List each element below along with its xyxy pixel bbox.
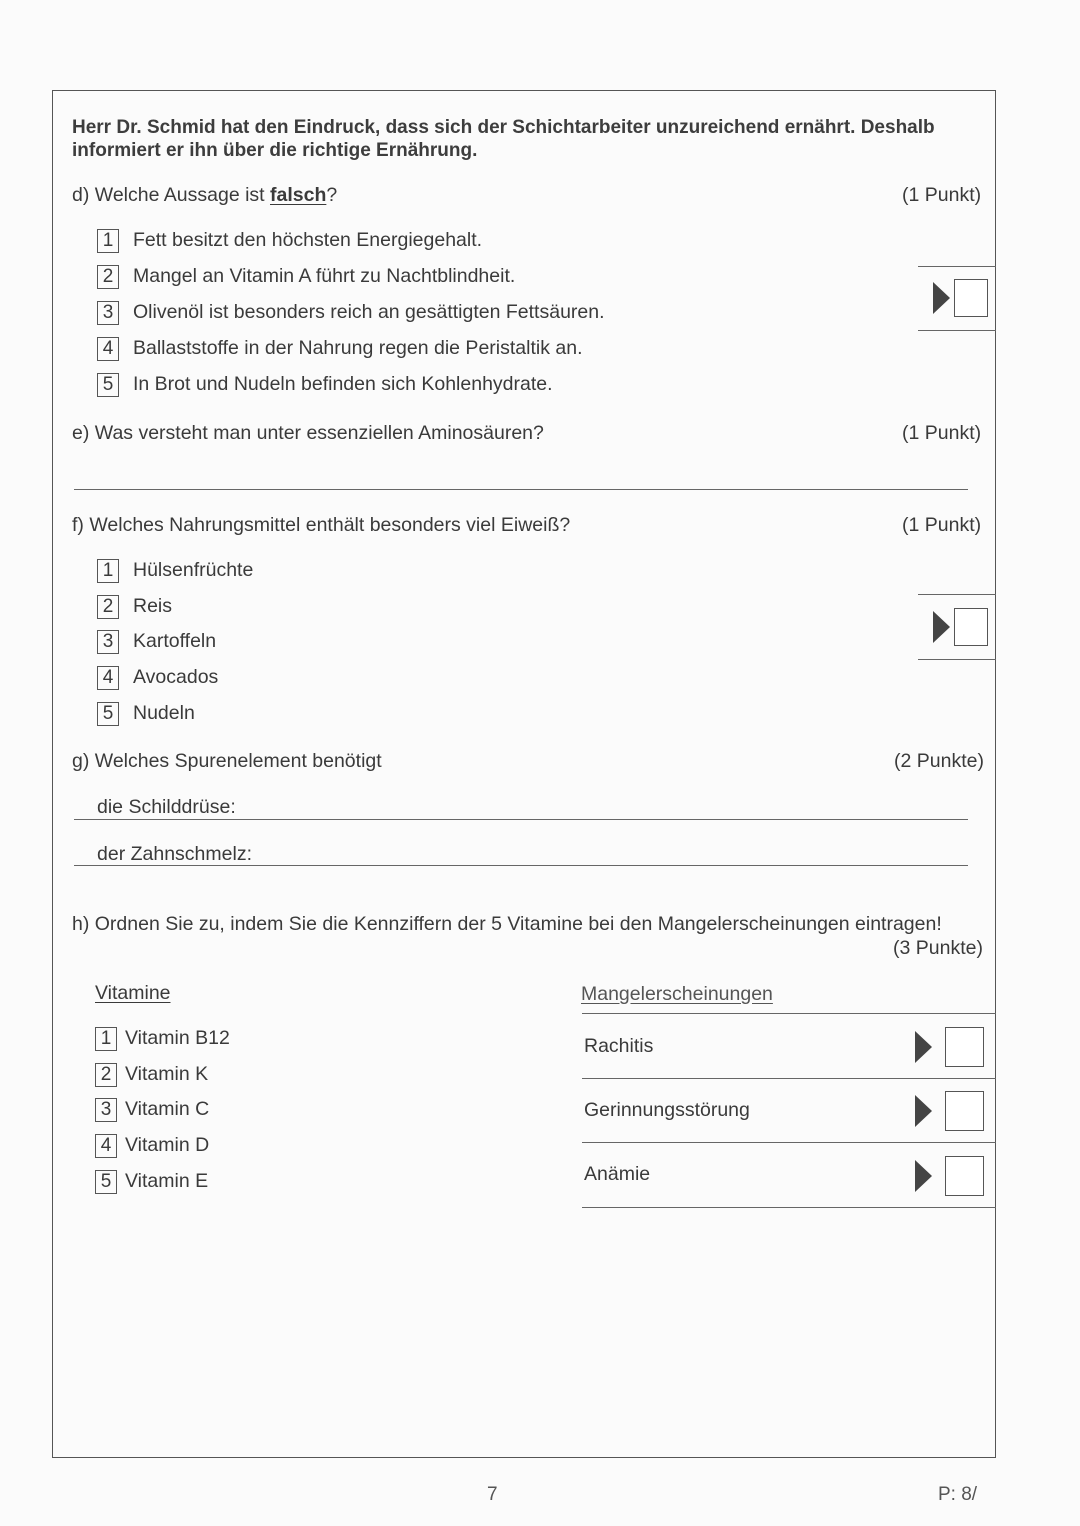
option-text: Fett besitzt den höchsten Energiegehalt. (133, 229, 483, 252)
answer-box-f-bottom-line (918, 659, 996, 660)
question-d-text-end: ? (326, 184, 338, 206)
option-d-5 (97, 373, 553, 397)
vitamin-2 (95, 1063, 208, 1087)
option-text: Reis (133, 595, 173, 618)
deficiency-rachitis: Rachitis (584, 1035, 654, 1057)
vitamin-number: 3 (95, 1098, 117, 1122)
field-label-enamel: der Zahnschmelz: (97, 843, 252, 865)
option-text: Hülsenfrüchte (133, 559, 254, 582)
option-d-1 (97, 229, 482, 253)
option-text: Nudeln (133, 702, 195, 725)
question-g-prefix: g) (72, 750, 90, 772)
deficiency-anemia: Anämie (584, 1163, 651, 1185)
question-e-points: (1 Punkt) (902, 422, 982, 444)
option-number: 1 (97, 559, 119, 583)
option-f-3 (97, 630, 216, 654)
option-text: Mangel an Vitamin A führt zu Nachtblindheit. (133, 265, 516, 288)
vitamin-number: 2 (95, 1063, 117, 1087)
question-g (72, 750, 382, 773)
vitamin-1 (95, 1027, 230, 1051)
column-header-vitamins: Vitamine (95, 982, 171, 1004)
answer-box-anemia[interactable] (945, 1156, 984, 1196)
table-line-bottom (582, 1207, 996, 1208)
arrow-right-icon (915, 1160, 932, 1192)
option-text: In Brot und Nudeln befinden sich Kohlenhydrate. (133, 373, 553, 396)
vitamin-text: Vitamin K (125, 1063, 209, 1086)
option-number: 1 (97, 229, 119, 253)
vitamin-number: 5 (95, 1170, 117, 1194)
table-line (582, 1078, 996, 1079)
question-d-prefix: d) (72, 184, 90, 206)
table-line-top (582, 1013, 996, 1014)
option-d-4 (97, 337, 582, 361)
option-number: 3 (97, 630, 119, 654)
vitamin-text: Vitamin C (125, 1098, 210, 1121)
arrow-right-icon (915, 1031, 932, 1063)
option-number: 5 (97, 702, 119, 726)
question-e-text: Was versteht man unter essenziellen Aminosäuren? (94, 422, 544, 444)
vitamin-3 (95, 1098, 209, 1122)
option-d-2 (97, 265, 515, 289)
vitamin-4 (95, 1134, 209, 1158)
option-number: 2 (97, 595, 119, 619)
intro-line-1: Herr Dr. Schmid hat den Eindruck, dass sich der Schichtarbeiter unzureichend ernährt. Deshalb (72, 117, 935, 138)
vitamin-text: Vitamin D (125, 1134, 210, 1157)
answer-line-enamel[interactable] (74, 865, 968, 866)
intro-line-2: informiert er ihn über die richtige Ernährung. (72, 140, 478, 161)
vitamin-number: 4 (95, 1134, 117, 1158)
question-g-points: (2 Punkte) (894, 750, 984, 772)
vitamin-number: 1 (95, 1027, 117, 1051)
answer-box-coagulation[interactable] (945, 1091, 984, 1131)
arrow-right-icon (915, 1095, 932, 1127)
option-text: Kartoffeln (133, 630, 217, 653)
option-number: 2 (97, 265, 119, 289)
option-number: 4 (97, 337, 119, 361)
vitamin-text: Vitamin E (125, 1170, 209, 1193)
question-h-points: (3 Punkte) (893, 937, 983, 959)
question-f-text: Welches Nahrungsmittel enthält besonders viel Eiweiß? (89, 514, 571, 536)
option-text: Ballaststoffe in der Nahrung regen die Peristaltik an. (133, 337, 583, 360)
question-e-prefix: e) (72, 422, 90, 444)
question-h-prefix: h) (72, 913, 90, 935)
option-number: 5 (97, 373, 119, 397)
question-d (72, 184, 337, 207)
answer-box-d-top-line (918, 266, 996, 267)
column-header-deficiencies: Mangelerscheinungen (581, 983, 773, 1005)
option-text: Olivenöl ist besonders reich an gesättigten Fettsäuren. (133, 301, 605, 324)
arrow-right-icon (933, 611, 950, 643)
option-number: 3 (97, 301, 119, 325)
option-text: Avocados (133, 666, 219, 689)
option-d-3 (97, 301, 605, 325)
page-frame (52, 90, 996, 1458)
deficiency-coagulation: Gerinnungsstörung (584, 1099, 750, 1121)
question-e (72, 422, 544, 445)
question-g-text: Welches Spurenelement benötigt (94, 750, 382, 772)
question-d-points: (1 Punkt) (902, 184, 982, 206)
option-f-5 (97, 702, 195, 726)
answer-box-rachitis[interactable] (945, 1027, 984, 1067)
page-code: P: 8/ (938, 1484, 978, 1505)
option-number: 4 (97, 666, 119, 690)
question-f (72, 514, 570, 537)
answer-box-d[interactable] (954, 279, 988, 317)
option-f-4 (97, 666, 218, 690)
question-d-emphasis: falsch (270, 184, 327, 206)
arrow-right-icon (933, 282, 950, 314)
answer-box-f[interactable] (954, 608, 988, 646)
question-h (72, 913, 942, 936)
question-h-text: Ordnen Sie zu, indem Sie die Kennziffern der 5 Vitamine bei den Mangelerscheinungen eintragen! (94, 913, 942, 935)
vitamin-text: Vitamin B12 (125, 1027, 230, 1050)
field-label-thyroid: die Schilddrüse: (97, 796, 236, 818)
option-f-2 (97, 595, 172, 619)
answer-line-e[interactable] (74, 489, 968, 490)
option-f-1 (97, 559, 253, 583)
answer-box-f-top-line (918, 594, 996, 595)
question-f-points: (1 Punkt) (902, 514, 982, 536)
answer-box-d-bottom-line (918, 330, 996, 331)
page-number: 7 (487, 1484, 498, 1505)
table-line (582, 1142, 996, 1143)
question-f-prefix: f) (72, 514, 84, 536)
answer-line-thyroid[interactable] (74, 819, 968, 820)
question-d-text: Welche Aussage ist (94, 184, 270, 206)
vitamin-5 (95, 1170, 208, 1194)
